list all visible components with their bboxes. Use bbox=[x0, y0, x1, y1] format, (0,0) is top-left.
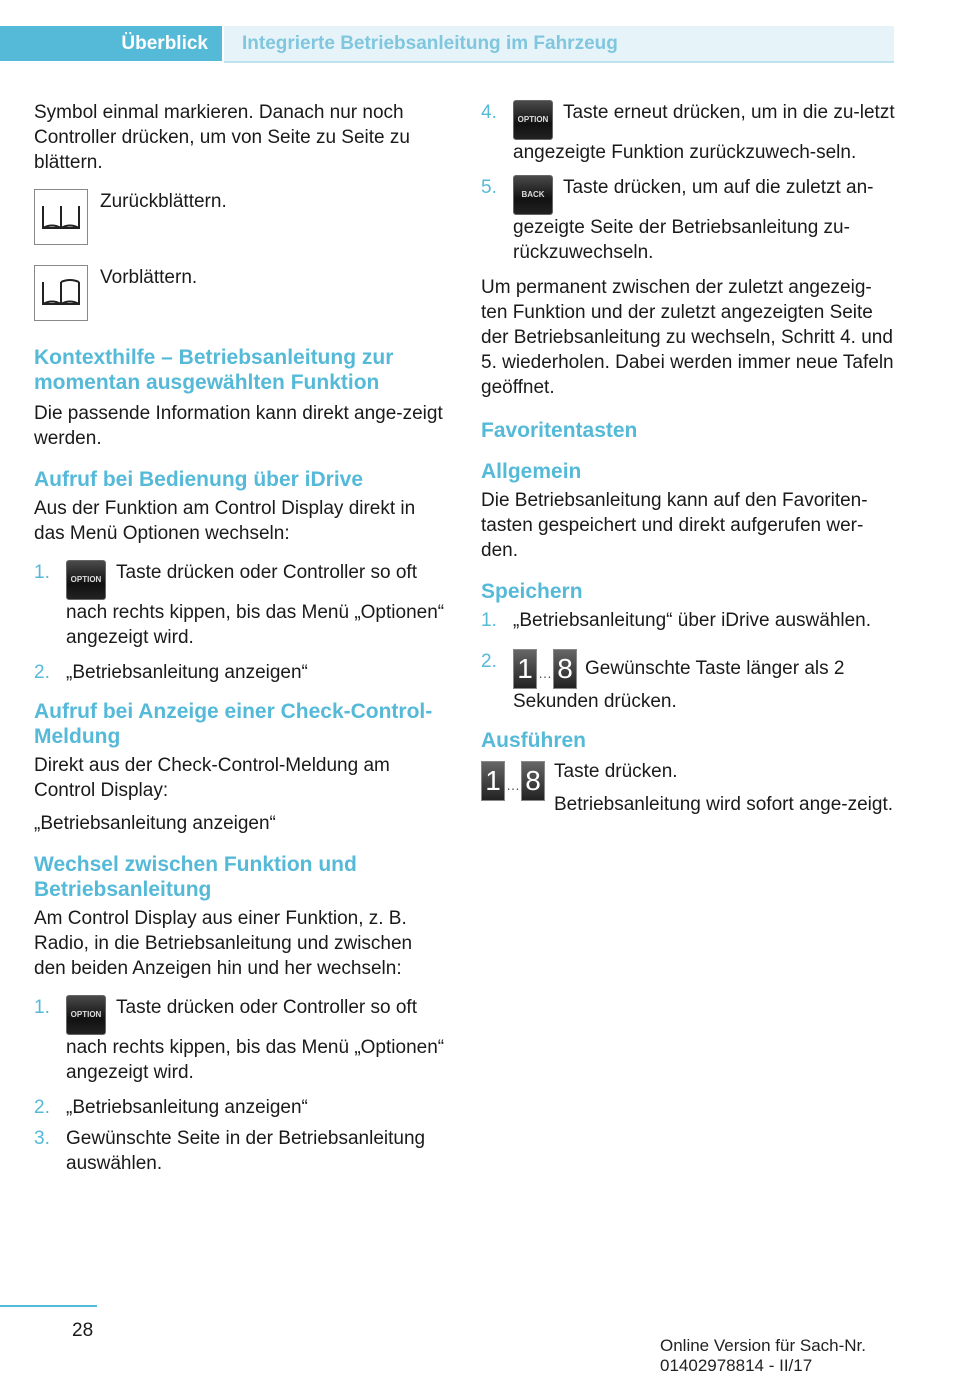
step-text: Taste drücken oder Controller so oft nach rechts kippen, bis das Menü „Optionen“ angezeigt wird. bbox=[66, 562, 445, 648]
header-tab-overview-label: Überblick bbox=[121, 33, 208, 54]
left-column bbox=[34, 100, 449, 1186]
wechsel-steps bbox=[34, 995, 449, 1176]
right-column bbox=[481, 100, 896, 817]
list-item bbox=[481, 608, 896, 633]
list-item bbox=[481, 100, 896, 165]
step-number: 4. bbox=[481, 102, 497, 123]
step-text: Taste erneut drücken, um in die zu‐letzt angezeigte Funktion zurückzuwech‐seln. bbox=[513, 102, 895, 163]
favorite-8-icon: 8 bbox=[521, 761, 545, 801]
heading-idrive: Aufruf bei Bedienung über iDrive bbox=[34, 468, 364, 491]
allgemein-text: Die Betriebsanleitung kann auf den Favoriten‐tasten gespeichert und direkt aufgerufen wer‐den. bbox=[481, 490, 868, 561]
step-text: „Betriebsanleitung anzeigen“ bbox=[66, 1097, 308, 1118]
step-text: Taste drücken, um auf die zuletzt an‐gezeigte Seite der Betriebsanleitung zu‐rückzuwechseln. bbox=[513, 177, 874, 263]
step-text: „Betriebsanleitung“ über iDrive auswählen. bbox=[513, 610, 872, 631]
header-tab-section bbox=[224, 26, 894, 61]
ausfuehren-text-1: Taste drücken. bbox=[554, 761, 678, 782]
header-rule bbox=[224, 61, 894, 63]
step-number: 1. bbox=[481, 610, 497, 631]
heading-favoriten: Favoritentasten bbox=[481, 419, 638, 442]
heading-check-control: Aufruf bei Anzeige einer Check-Control-Meldung bbox=[34, 700, 433, 748]
list-item bbox=[34, 560, 449, 650]
ausfuehren-text-2: Betriebsanleitung wird sofort ange‐zeigt. bbox=[554, 794, 894, 815]
check-control-text-2: „Betriebsanleitung anzeigen“ bbox=[34, 813, 276, 834]
heading-ausfuehren: Ausführen bbox=[481, 729, 586, 752]
step-text: Gewünschte Seite in der Betriebsanleitung auswählen. bbox=[66, 1128, 426, 1174]
header-tab-overview bbox=[0, 26, 222, 61]
book-forward-icon bbox=[34, 265, 88, 321]
step-number: 3. bbox=[34, 1128, 50, 1149]
heading-allgemein: Allgemein bbox=[481, 460, 582, 483]
wechsel-text: Am Control Display aus einer Funktion, z. B. Radio, in die Betriebsanleitung und zwischen den beiden Anzeigen hin und her wechseln: bbox=[34, 908, 413, 979]
favorite-1-icon: 1 bbox=[513, 649, 537, 689]
step-number: 2. bbox=[481, 651, 497, 672]
header-tab-section-label: Integrierte Betriebsanleitung im Fahrzeug bbox=[242, 33, 618, 54]
step-number: 1. bbox=[34, 997, 50, 1018]
speichern-steps bbox=[481, 608, 896, 714]
step-number: 2. bbox=[34, 662, 50, 683]
list-item bbox=[34, 1095, 449, 1120]
book-back-icon bbox=[34, 189, 88, 245]
list-item bbox=[481, 175, 896, 265]
back-button-icon: BACK bbox=[513, 175, 553, 215]
forward-page-row bbox=[34, 265, 449, 341]
return-steps bbox=[481, 100, 896, 265]
favorite-8-icon: 8 bbox=[553, 649, 577, 689]
option-button-icon: OPTION bbox=[66, 995, 106, 1035]
list-item bbox=[34, 660, 449, 685]
kontexthilfe-text: Die passende Information kann direkt ange‐zeigt werden. bbox=[34, 403, 443, 449]
option-button-icon: OPTION bbox=[66, 560, 106, 600]
step-number: 2. bbox=[34, 1097, 50, 1118]
list-item bbox=[34, 1126, 449, 1176]
footer-online-version: Online Version für Sach-Nr. 01402978814 - II/17 bbox=[660, 1336, 866, 1375]
forward-label: Vorblättern. bbox=[100, 267, 198, 288]
dots-icon: … bbox=[538, 665, 552, 681]
list-item bbox=[481, 649, 896, 714]
idrive-text: Aus der Funktion am Control Display direkt in das Menü Optionen wechseln: bbox=[34, 498, 416, 544]
step-number: 5. bbox=[481, 177, 497, 198]
intro-text: Symbol einmal markieren. Danach nur noch Controller drücken, um von Seite zu Seite zu blättern. bbox=[34, 102, 410, 173]
heading-wechsel: Wechsel zwischen Funktion und Betriebsanleitung bbox=[34, 853, 357, 901]
back-label: Zurückblättern. bbox=[100, 191, 227, 212]
footer-rule bbox=[0, 1305, 97, 1307]
heading-kontexthilfe: Kontexthilfe – Betriebsanleitung zur momentan ausgewählten Funktion bbox=[34, 346, 394, 394]
page-number: 28 bbox=[72, 1320, 94, 1341]
dots-icon: … bbox=[506, 777, 520, 793]
ausfuehren-block bbox=[481, 759, 896, 817]
favorite-1-icon: 1 bbox=[481, 761, 505, 801]
back-page-row bbox=[34, 189, 449, 265]
check-control-text: Direkt aus der Check-Control-Meldung am Control Display: bbox=[34, 755, 390, 801]
step-text: Gewünschte Taste länger als 2 Sekunden drücken. bbox=[513, 658, 845, 712]
list-item bbox=[34, 995, 449, 1085]
step-text: „Betriebsanleitung anzeigen“ bbox=[66, 662, 308, 683]
page-header bbox=[0, 0, 960, 86]
option-button-icon: OPTION bbox=[513, 100, 553, 140]
idrive-steps bbox=[34, 560, 449, 685]
permanent-text: Um permanent zwischen der zuletzt angezeig‐ten Funktion und der zuletzt angezeigten Seite der Betriebsanleitung zu wechseln, Schritt 4. und 5. wiederholen. Dabei werden immer neue Tafeln geöffnet. bbox=[481, 277, 894, 398]
favorite-keys-icon bbox=[481, 761, 545, 801]
heading-speichern: Speichern bbox=[481, 580, 583, 603]
step-number: 1. bbox=[34, 562, 50, 583]
step-text: Taste drücken oder Controller so oft nach rechts kippen, bis das Menü „Optionen“ angezeigt wird. bbox=[66, 997, 445, 1083]
